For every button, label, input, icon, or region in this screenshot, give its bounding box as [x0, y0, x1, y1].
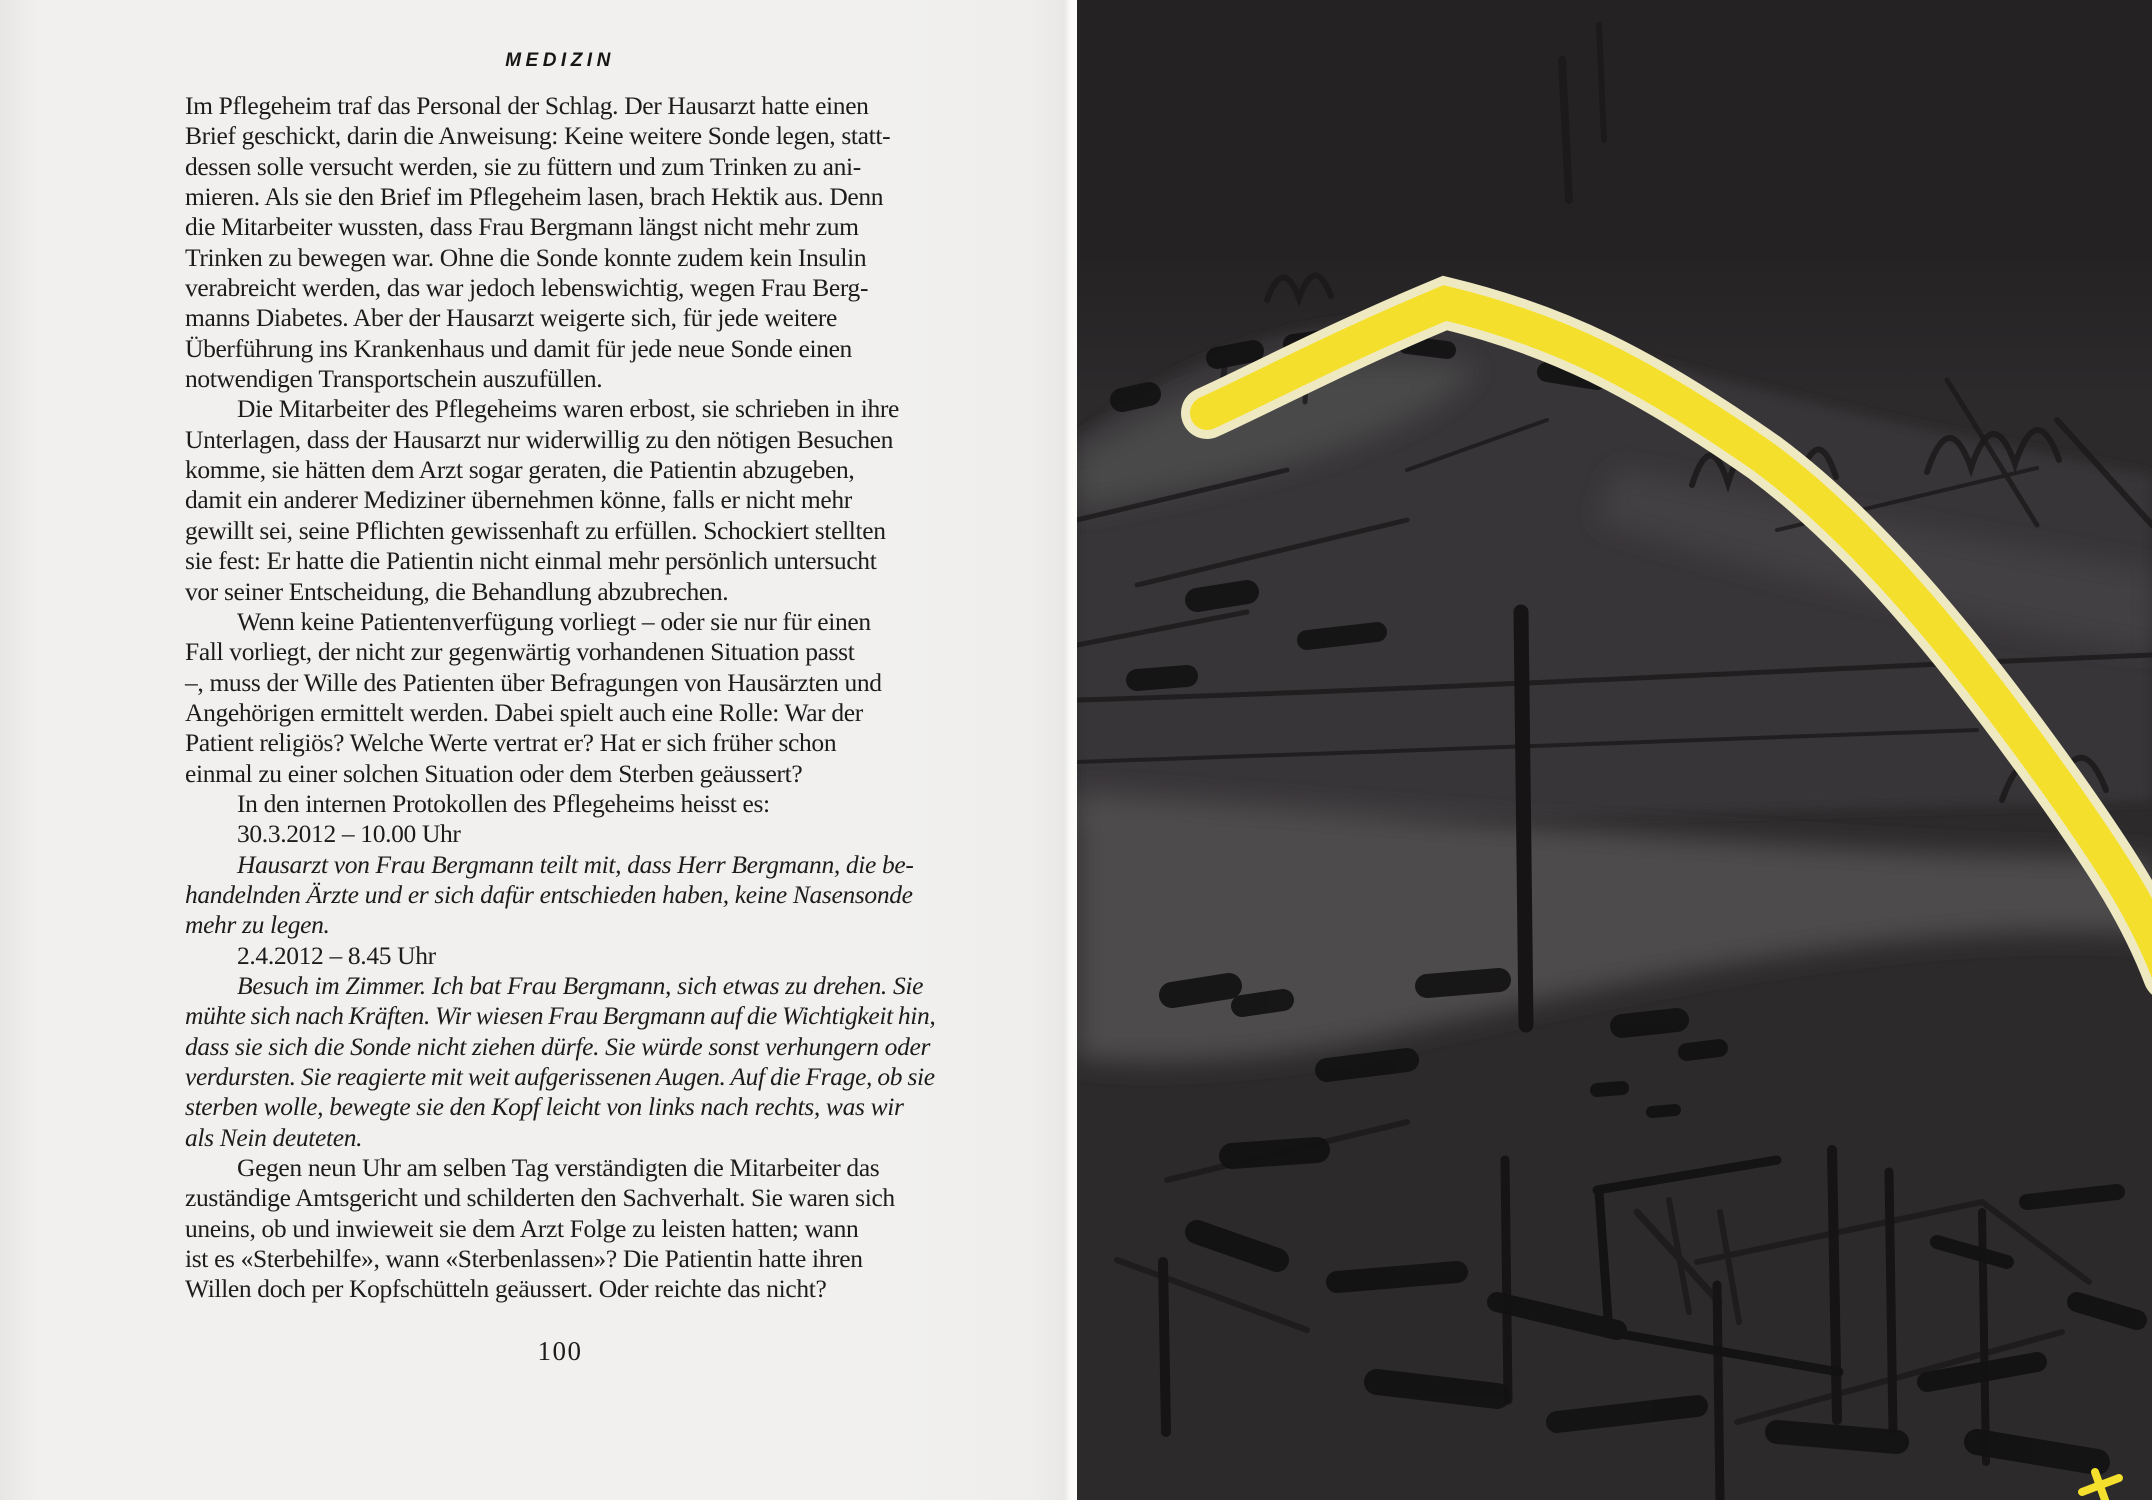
body-line: Brief geschickt, darin die Anweisung: Keine weitere Sonde legen, statt-: [185, 121, 891, 151]
body-line: ist es «Sterbehilfe», wann «Sterbenlassen»? Die Patientin hatte ihren: [185, 1244, 863, 1274]
body-line: Trinken zu bewegen war. Ohne die Sonde konnte zudem kein Insulin: [185, 242, 867, 272]
illustration-canvas: [1077, 0, 2152, 1500]
body-line: manns Diabetes. Aber der Hausarzt weigerte sich, für jede weitere: [185, 303, 838, 333]
body-line: handelnden Ärzte und er sich dafür entschieden haben, keine Nasensonde: [185, 879, 913, 909]
body-line: In den internen Protokollen des Pflegeheims heisst es:: [237, 788, 770, 818]
body-line: Überführung ins Krankenhaus und damit für jede neue Sonde einen: [185, 333, 852, 363]
body-line: 30.3.2012 – 10.00 Uhr: [237, 819, 461, 849]
body-line: Hausarzt von Frau Bergmann teilt mit, dass Herr Bergmann, die be-: [237, 849, 914, 879]
body-line: damit ein anderer Mediziner übernehmen könne, falls er nicht mehr: [185, 485, 852, 515]
body-line: sie fest: Er hatte die Patientin nicht einmal mehr persönlich untersucht: [185, 546, 877, 576]
body-line: verdursten. Sie reagierte mit weit aufgerissenen Augen. Auf die Frage, ob sie: [185, 1062, 935, 1091]
body-line: 2.4.2012 – 8.45 Uhr: [237, 940, 436, 970]
body-line: gewillt sei, seine Pflichten gewissenhaft zu erfüllen. Schockiert stellten: [185, 515, 886, 545]
body-line: Gegen neun Uhr am selben Tag verständigten die Mitarbeiter das: [237, 1153, 880, 1183]
body-line: verabreicht werden, das war jedoch lebenswichtig, wegen Frau Berg-: [185, 273, 869, 303]
page-number: 100: [537, 1336, 583, 1366]
body-line: dessen solle versucht werden, sie zu füttern und zum Trinken zu ani-: [185, 151, 861, 181]
body-text: [185, 91, 935, 1305]
body-line: Wenn keine Patientenverfügung vorliegt – oder sie nur für einen: [237, 606, 871, 636]
body-line: dass sie sich die Sonde nicht ziehen dürfe. Sie würde sonst verhungern oder: [185, 1031, 931, 1061]
body-line: zuständige Amtsgericht und schilderten den Sachverhalt. Sie waren sich: [185, 1183, 895, 1213]
body-line: als Nein deuteten.: [185, 1122, 363, 1152]
body-line: Willen doch per Kopfschütteln geäussert. Oder reichte das nicht?: [185, 1274, 827, 1304]
body-line: Im Pflegeheim traf das Personal der Schlag. Der Hausarzt hatte einen: [185, 91, 869, 120]
body-line: sterben wolle, bewegte sie den Kopf leicht von links nach rechts, was wir: [185, 1092, 904, 1122]
body-line: Fall vorliegt, der nicht zur gegenwärtig vorhandenen Situation passt: [185, 637, 855, 667]
section-header: MEDIZIN: [505, 50, 615, 71]
body-line: einmal zu einer solchen Situation oder dem Sterben geäussert?: [185, 758, 803, 788]
body-line: notwendigen Transportschein auszufüllen.: [185, 364, 603, 394]
body-line: mieren. Als sie den Brief im Pflegeheim lasen, brach Hektik aus. Denn: [185, 182, 884, 212]
body-line: die Mitarbeiter wussten, dass Frau Bergmann längst nicht mehr zum: [185, 212, 859, 242]
body-line: komme, sie hätten dem Arzt sogar geraten, die Patientin abzugeben,: [185, 455, 855, 485]
body-line: Die Mitarbeiter des Pflegeheims waren erbost, sie schrieben in ihre: [237, 394, 899, 424]
body-line: –, muss der Wille des Patienten über Befragungen von Hausärzten und: [185, 667, 882, 697]
body-line: Patient religiös? Welche Werte vertrat er? Hat er sich früher schon: [185, 728, 837, 758]
body-line: Angehörigen ermittelt werden. Dabei spielt auch eine Rolle: War der: [185, 697, 863, 727]
right-page-illustration: [1077, 0, 2152, 1500]
body-line: vor seiner Entscheidung, die Behandlung abzubrechen.: [185, 576, 729, 606]
body-line: Besuch im Zimmer. Ich bat Frau Bergmann, sich etwas zu drehen. Sie: [237, 970, 924, 1000]
body-line: mehr zu legen.: [185, 910, 330, 940]
body-line: Unterlagen, dass der Hausarzt nur widerwillig zu den nötigen Besuchen: [185, 424, 894, 454]
body-line: mühte sich nach Kräften. Wir wiesen Frau Bergmann auf die Wichtigkeit hin,: [185, 1001, 936, 1031]
body-line: uneins, ob und inwieweit sie dem Arzt Folge zu leisten hatten; wann: [185, 1213, 859, 1243]
